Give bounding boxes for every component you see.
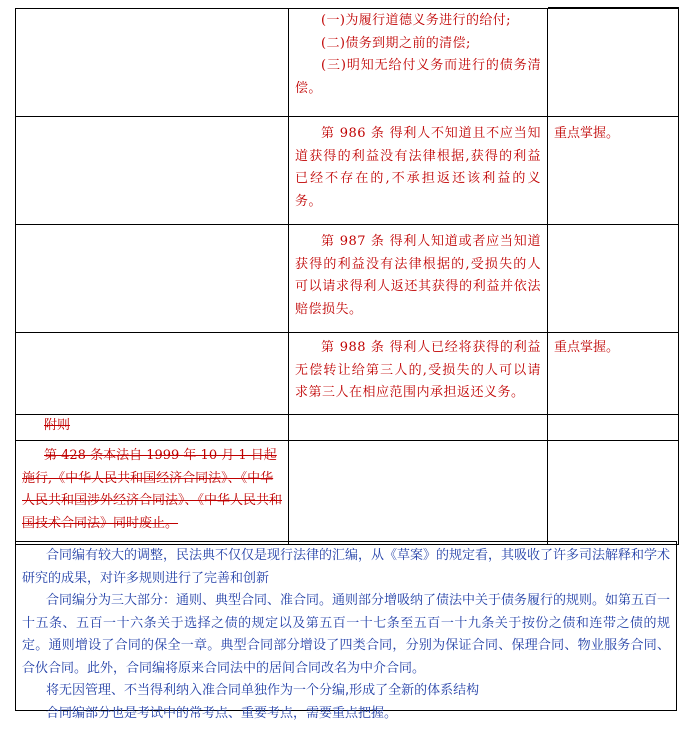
new-law-cell [289,333,548,415]
new-law-cell [289,9,548,117]
old-law-cell [16,117,289,225]
old-law-cell [16,333,289,415]
old-law-cell [16,415,289,441]
old-law-cell [16,9,289,117]
new-law-cell [289,117,548,225]
table-row [16,9,679,117]
commentary-paragraph: 合同编有较大的调整，民法典不仅仅是现行法律的汇编，从《草案》的规定看，其吸收了许多司法解释和学术研究的成果，对许多规则进行了完善和创新 [22,548,671,586]
commentary-paragraph: 合同编分为三大部分：通则、典型合同、准合同。通则部分增吸纳了债法中关于债务履行的规则。如第五百一十五条、五百一十六条关于选择之债的规定以及第五百一十七条至五百一十九条关于按份之债和连带之债的规定。通则增设了合同的保全一章。典型合同部分增设了四类合同，分别为保证合同、保理合同、物业服务合同、合伙合同。此外，合同编将原来合同法中的居间合同改名为中介合同。 [22,593,671,676]
comment-cell: 重点掌握。 [548,333,679,415]
article-986-text: 第 986 条 得利人不知道且不应当知道获得的利益没有法律根据,获得的利益已经不存在的,不承担返还该利益的义务。 [295,126,541,209]
old-law-cell [16,225,289,333]
comment-cell [548,225,679,333]
article-428-text: 第 428 条本法自 1999 年 10 月 1 日起施行,《中华人民共和国经济合同法》、《中华人民共和国涉外经济合同法》、《中华人民共和国技术合同法》同时废止。 [22,448,283,531]
article-988-text: 第 988 条 得利人已经将获得的利益无偿转让给第三人的,受损失的人可以请求第三人在相应范围内承担返还义务。 [295,340,541,400]
table-row [16,117,679,225]
comment-cell [548,415,679,441]
list-item: (二)债务到期之前的清偿; [321,35,471,51]
table-row [16,225,679,333]
old-law-cell [16,441,289,545]
list-item: (三)明知无给付义务而进行的债务清偿。 [295,58,541,96]
table-row [16,333,679,415]
new-law-cell [289,225,548,333]
comment-cell [548,441,679,545]
appendix-heading: 附则 [44,418,71,433]
table-row [16,415,679,441]
list-item: (一)为履行道德义务进行的给付; [321,13,511,28]
table-row [16,441,679,545]
comparison-table [15,8,679,545]
comment-cell [548,9,679,117]
commentary-paragraph: 合同编部分也是考试中的常考点、重要考点，需要重点把握。 [46,705,398,721]
new-law-cell [289,441,548,545]
comment-cell: 重点掌握。 [548,117,679,225]
article-987-text: 第 987 条 得利人知道或者应当知道获得的利益没有法律根据的,受损失的人可以请求得利人返还其获得的利益并依法赔偿损失。 [295,234,541,317]
new-law-cell [289,415,548,441]
commentary-paragraph: 将无因管理、不当得利纳入准合同单独作为一个分编,形成了全新的体系结构 [46,683,480,698]
commentary-box [15,541,677,721]
